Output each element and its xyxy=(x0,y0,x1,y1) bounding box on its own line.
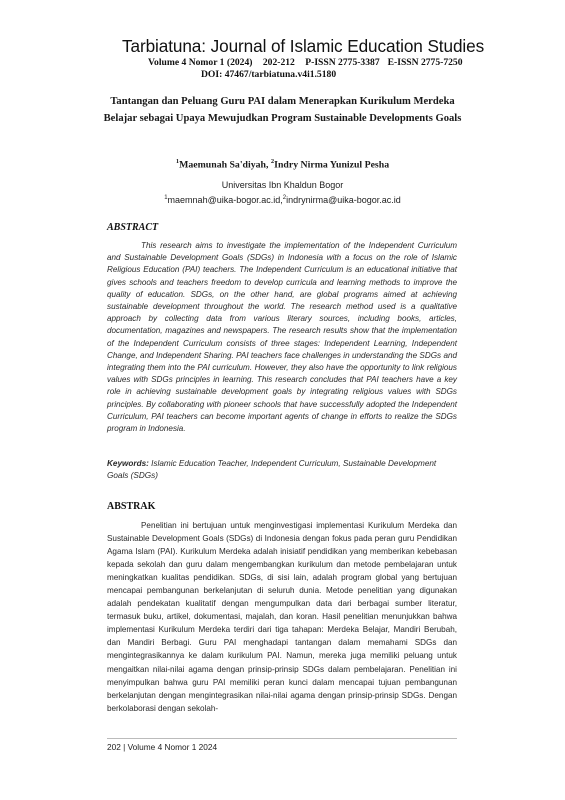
affiliation: Universitas Ibn Khaldun Bogor xyxy=(221,180,344,190)
journal-meta xyxy=(148,57,471,68)
author-emails xyxy=(0,195,565,205)
author1-mark: 1 xyxy=(175,158,180,165)
email2-mark: 2 xyxy=(282,195,287,201)
abstract-text: This research aims to investigate the implementation of the Independent Curriculum and Sustainable Development Goals (SDGs) in Indonesia with a focus on the role of Islamic Religious Education (PAI) teachers. The Independent Curriculum is an educational initiative that gives schools and teachers freedom to develop curricula and learning methods to improve the quality of education. SDGs, on the other hand, are global programs aimed at achieving sustainable development throughout the world. The research method used is a qualitative approach by collecting data from various literary sources, including books, articles, documentation, magazines and newspapers. The research results show that the implementation of the Independent Curriculum consists of three stages: Independent Learning, Independent Change, and Independent Sharing. PAI teachers face challenges in understanding the SDGs and integrating them into the PAI curriculum. However, they also have the opportunity to link religious values with SDGs principles in learning. This research concludes that PAI teachers have a key role in achieving sustainable development goals by integrating religious values with SDGs principles. By collaborating with pioneer schools that have successfully adopted the Independent Curriculum, PAI teachers can become important agents of change in efforts to realize the SDGs program in Indonesia. xyxy=(107,241,457,434)
author1-name: Maemunah Sa'diyah, xyxy=(179,159,269,171)
email1: maemnah@uika-bogor.ac.id, xyxy=(167,195,283,205)
doi: DOI: 47467/tarbiatuna.v4i1.5180 xyxy=(201,69,337,80)
p-issn: P-ISSN 2775-3387 xyxy=(305,57,380,68)
abstrak-heading: ABSTRAK xyxy=(107,501,156,512)
e-issn: E-ISSN 2775-7250 xyxy=(387,57,463,68)
authors xyxy=(0,158,565,170)
email1-mark: 1 xyxy=(164,195,168,201)
page-range: 202-212 xyxy=(262,57,295,68)
abstract-heading: ABSTRACT xyxy=(107,222,159,233)
abstrak-text: Penelitian ini bertujuan untuk menginvestigasi implementasi Kurikulum Merdeka dan Sustainable Development Goals (SDGs) di Indonesia dengan fokus pada peran guru Pendidikan Agama Islam (PAI). Kurikulum Merdeka adalah inisiatif pendidikan yang memberikan kebebasan kepada sekolah dan guru dalam mengembangkan kurikulum dan metode pembelajaran untuk meningkatkan kualitas pendidikan. SDGs, di sisi lain, adalah program global yang bertujuan mencapai pembangunan berkelanjutan di seluruh dunia. Metode penelitian yang digunakan adalah pendekatan kualitatif dengan mengumpulkan data dari berbagai sumber literatur, termasuk buku, artikel, dokumentasi, majalah, dan koran. Hasil penelitian menunjukkan bahwa implementasi Kurikulum Merdeka terdiri dari tiga tahapan: Merdeka Belajar, Mandiri Berubah, dan Mandiri Berbagi. Guru PAI menghadapi tantangan dalam memahami SDGs dan mengintegrasikannya ke dalam kurikulum PAI. Namun, mereka juga memiliki peluang untuk mengaitkan nilai-nilai agama dengan prinsip-prinsip SDGs dalam pembelajaran. Penelitian ini menyimpulkan bahwa guru PAI memiliki peran kunci dalam mencapai tujuan pembangunan berkelanjutan dengan mengintegrasikan nilai-nilai agama dengan prinsip-prinsip SDGs. Dengan berkolaborasi dengan sekolah- xyxy=(107,521,457,713)
journal-title: Tarbiatuna: Journal of Islamic Education Studies xyxy=(122,36,485,56)
email2: indrynirma@uika-bogor.ac.id xyxy=(286,195,401,205)
author2-name: Indry Nirma Yunizul Pesha xyxy=(274,159,390,171)
author2-mark: 2 xyxy=(270,158,275,165)
keywords-list: Islamic Education Teacher, Independent Curriculum, Sustainable Development Goals (SDGs) xyxy=(107,459,437,481)
keywords-label: Keywords: xyxy=(107,459,149,468)
page-footer: 202 | Volume 4 Nomor 1 2024 xyxy=(107,742,218,752)
keywords xyxy=(107,458,459,482)
volume-info: Volume 4 Nomor 1 (2024) xyxy=(148,57,253,68)
paper-title: Tantangan dan Peluang Guru PAI dalam Menerapkan Kurikulum Merdeka Belajar sebagai Upaya Mewujudkan Program Sustainable Developments Goals xyxy=(103,96,462,124)
footer-rule xyxy=(107,738,457,739)
